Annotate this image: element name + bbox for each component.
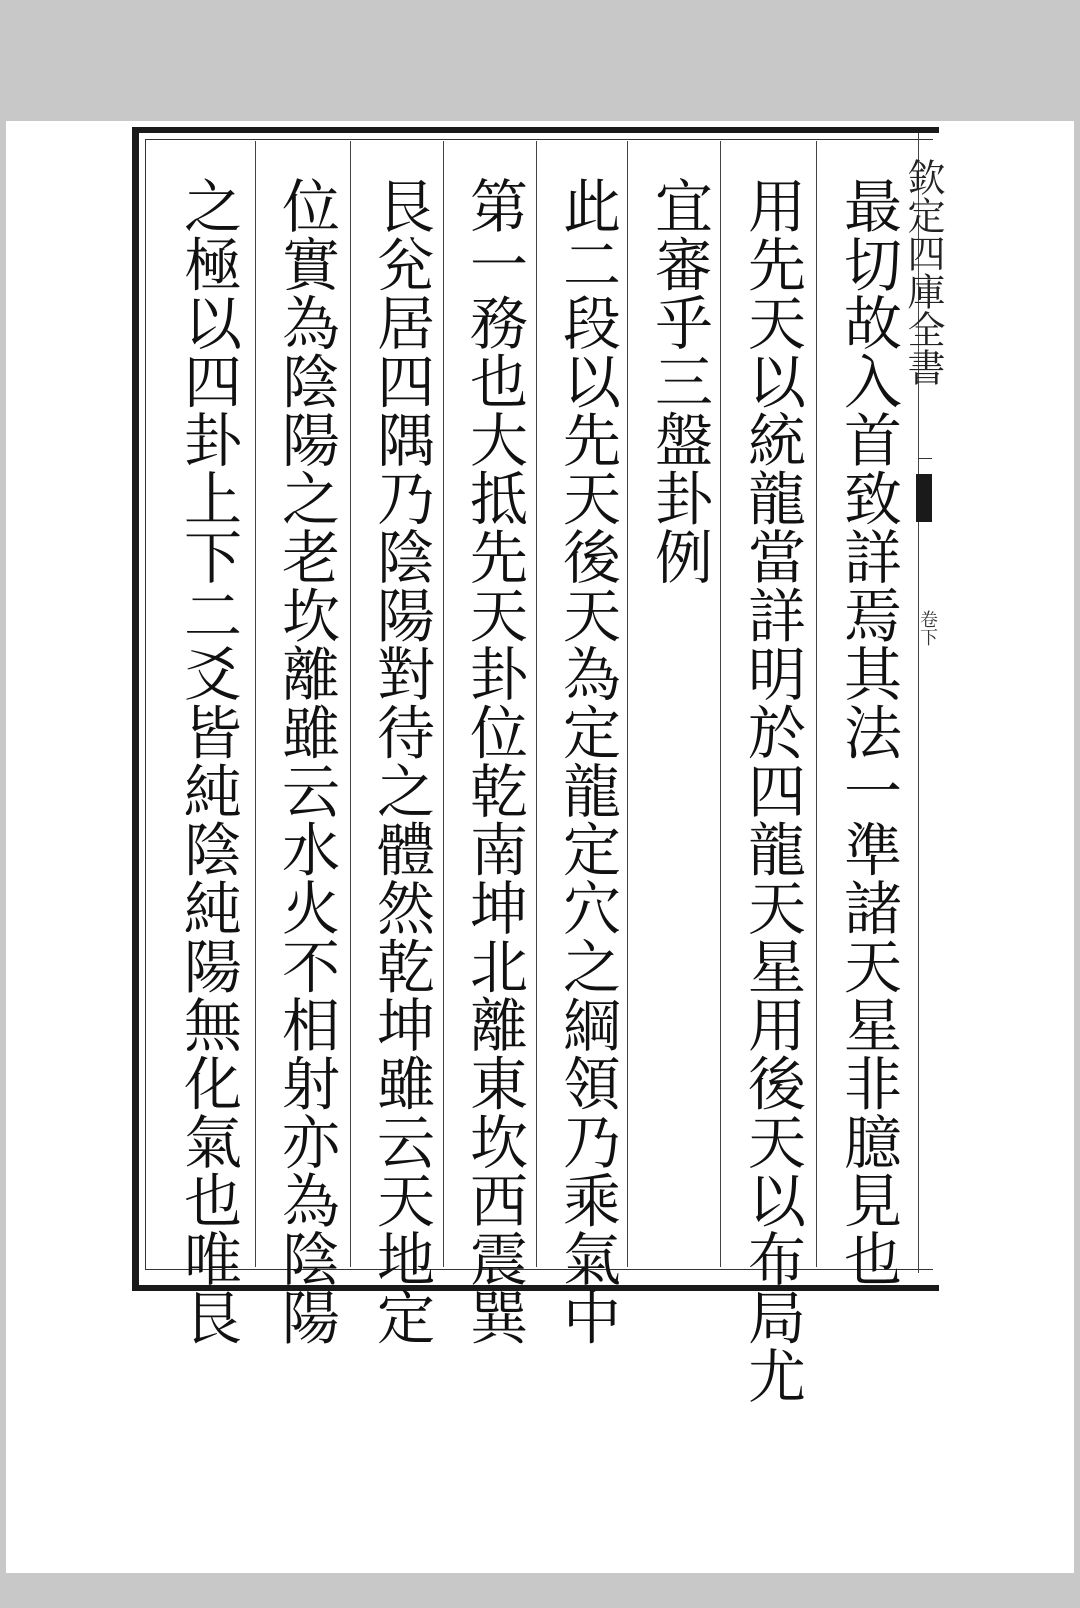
text-column-8: 之極以四卦上下二爻皆純陰純陽無化氣也唯艮 — [174, 176, 242, 1346]
text-column-5: 第一務也大抵先天卦位乾南坤北離東坎西震巽 — [460, 176, 528, 1346]
column-rule — [536, 141, 537, 1267]
fish-tail-mark — [916, 474, 932, 522]
column-rule — [443, 141, 444, 1267]
text-column-6: 艮兊居四隅乃陰陽對待之體然乾坤雖云天地定 — [367, 176, 435, 1346]
text-column-7: 位實為陰陽之老坎離雖云水火不相射亦為陰陽 — [272, 176, 340, 1346]
text-column-1: 最切故入首致詳焉其法一準諸天星非臆見也 — [834, 176, 902, 1288]
text-column-4: 此二段以先天後天為定龍定穴之綱領乃乘氣中 — [553, 176, 621, 1346]
column-rule — [350, 141, 351, 1267]
text-column-2: 用先天以統龍當詳明於四龍天星用後天以布局尤 — [738, 176, 806, 1405]
header-separator — [918, 458, 932, 459]
text-column-3: 宜審乎三盤卦例 — [645, 176, 713, 586]
column-rule — [255, 141, 256, 1267]
book-title-header: 欽定四庫全書 — [901, 158, 945, 386]
chapter-label: 卷下 — [917, 610, 938, 646]
column-rule — [816, 141, 817, 1267]
